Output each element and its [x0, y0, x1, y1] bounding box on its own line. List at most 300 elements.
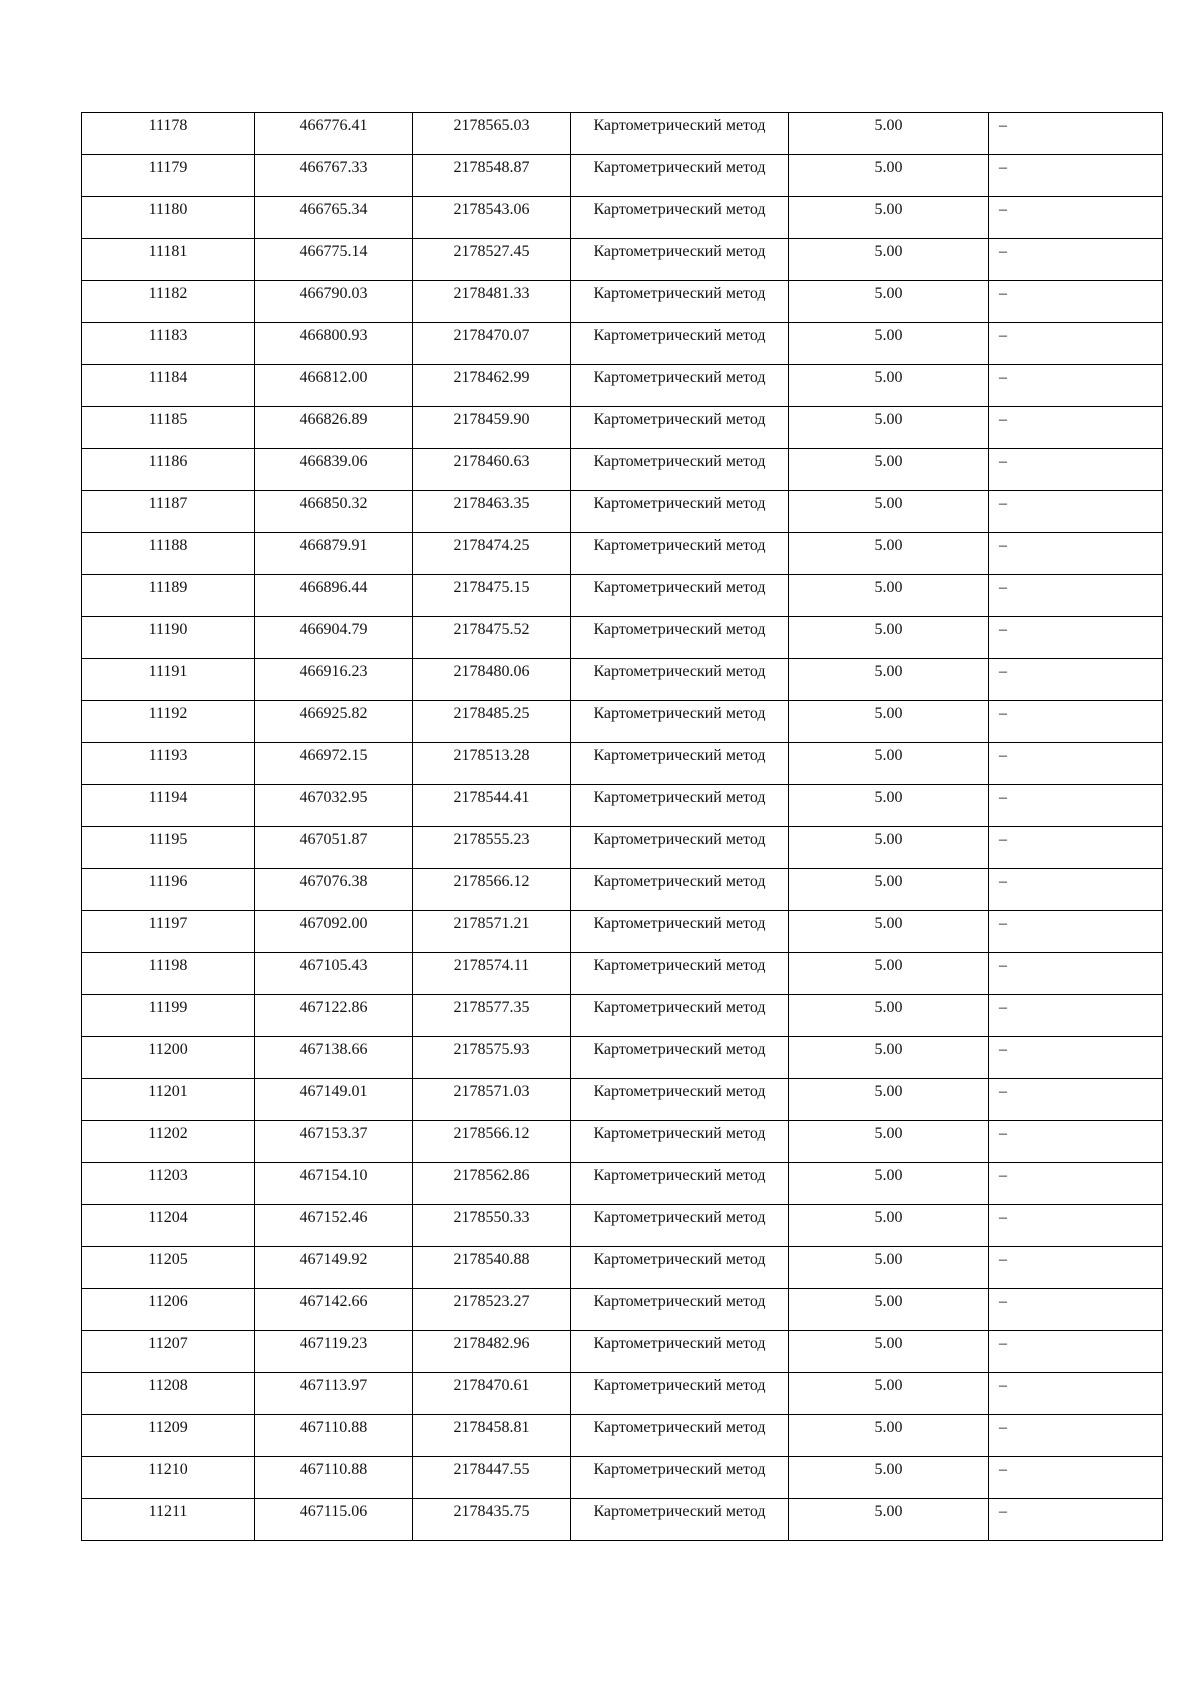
precision-text: 5.00: [874, 537, 903, 554]
note-cell: [989, 197, 1163, 239]
y-coordinate-cell: [413, 155, 571, 197]
note-cell: [989, 1289, 1163, 1331]
point-number-cell: [82, 113, 255, 155]
precision-text: 5.00: [874, 453, 903, 470]
y-coordinate-cell: [413, 659, 571, 701]
precision-cell: [789, 1121, 989, 1163]
y-coordinate-cell: [413, 491, 571, 533]
coordinates-table-body: [82, 113, 1163, 1541]
x-coordinate-text: 466925.82: [299, 705, 368, 722]
x-coordinate-cell: [255, 1163, 413, 1205]
precision-cell: [789, 869, 989, 911]
method-cell: [571, 1247, 789, 1289]
method-text: Картометрический метод: [593, 285, 766, 302]
table-row: [82, 239, 1163, 281]
method-text: Картометрический метод: [593, 117, 766, 134]
x-coordinate-cell: [255, 1331, 413, 1373]
x-coordinate-cell: [255, 533, 413, 575]
precision-text: 5.00: [874, 117, 903, 134]
note-cell: [989, 701, 1163, 743]
precision-cell: [789, 575, 989, 617]
x-coordinate-cell: [255, 1499, 413, 1541]
x-coordinate-cell: [255, 743, 413, 785]
point-number-cell: [82, 533, 255, 575]
precision-cell: [789, 1079, 989, 1121]
y-coordinate-text: 2178460.63: [453, 453, 530, 470]
table-row: [82, 743, 1163, 785]
point-number-cell: [82, 197, 255, 239]
method-text: Картометрический метод: [593, 1461, 766, 1478]
y-coordinate-text: 2178566.12: [453, 1125, 530, 1142]
point-number-cell: [82, 827, 255, 869]
x-coordinate-text: 467149.01: [299, 1083, 368, 1100]
precision-cell: [789, 1415, 989, 1457]
y-coordinate-text: 2178485.25: [453, 705, 530, 722]
note-text: –: [999, 285, 1007, 302]
note-cell: [989, 1499, 1163, 1541]
precision-cell: [789, 785, 989, 827]
y-coordinate-text: 2178435.75: [453, 1503, 530, 1520]
x-coordinate-cell: [255, 407, 413, 449]
precision-text: 5.00: [874, 1503, 903, 1520]
x-coordinate-cell: [255, 827, 413, 869]
precision-text: 5.00: [874, 495, 903, 512]
note-text: –: [999, 1419, 1007, 1436]
point-number-text: 11194: [148, 789, 188, 806]
x-coordinate-text: 467142.66: [299, 1293, 368, 1310]
point-number-text: 11209: [148, 1419, 188, 1436]
method-cell: [571, 1037, 789, 1079]
x-coordinate-cell: [255, 1079, 413, 1121]
table-row: [82, 1289, 1163, 1331]
table-row: [82, 281, 1163, 323]
method-cell: [571, 281, 789, 323]
precision-cell: [789, 1205, 989, 1247]
point-number-cell: [82, 1373, 255, 1415]
point-number-text: 11178: [148, 117, 188, 134]
note-cell: [989, 1247, 1163, 1289]
precision-text: 5.00: [874, 579, 903, 596]
table-row: [82, 617, 1163, 659]
note-text: –: [999, 579, 1007, 596]
y-coordinate-cell: [413, 533, 571, 575]
precision-cell: [789, 533, 989, 575]
method-text: Картометрический метод: [593, 957, 766, 974]
y-coordinate-cell: [413, 449, 571, 491]
y-coordinate-text: 2178458.81: [453, 1419, 530, 1436]
point-number-text: 11182: [148, 285, 188, 302]
point-number-text: 11184: [148, 369, 188, 386]
table-row: [82, 1163, 1163, 1205]
y-coordinate-text: 2178474.25: [453, 537, 530, 554]
precision-text: 5.00: [874, 1209, 903, 1226]
y-coordinate-text: 2178462.99: [453, 369, 530, 386]
method-cell: [571, 323, 789, 365]
note-cell: [989, 1205, 1163, 1247]
note-cell: [989, 407, 1163, 449]
y-coordinate-text: 2178575.93: [453, 1041, 530, 1058]
note-text: –: [999, 411, 1007, 428]
method-text: Картометрический метод: [593, 1209, 766, 1226]
method-text: Картометрический метод: [593, 747, 766, 764]
precision-text: 5.00: [874, 1125, 903, 1142]
method-text: Картометрический метод: [593, 1377, 766, 1394]
note-text: –: [999, 1503, 1007, 1520]
point-number-text: 11181: [148, 243, 188, 260]
method-cell: [571, 911, 789, 953]
note-cell: [989, 1373, 1163, 1415]
point-number-text: 11189: [148, 579, 188, 596]
point-number-cell: [82, 281, 255, 323]
point-number-text: 11196: [148, 873, 188, 890]
y-coordinate-text: 2178459.90: [453, 411, 530, 428]
x-coordinate-cell: [255, 659, 413, 701]
table-row: [82, 659, 1163, 701]
point-number-text: 11179: [148, 159, 188, 176]
precision-text: 5.00: [874, 957, 903, 974]
x-coordinate-text: 467115.06: [299, 1503, 368, 1520]
table-row: [82, 197, 1163, 239]
x-coordinate-cell: [255, 1247, 413, 1289]
x-coordinate-text: 466826.89: [299, 411, 368, 428]
note-text: –: [999, 1377, 1007, 1394]
method-text: Картометрический метод: [593, 201, 766, 218]
y-coordinate-text: 2178544.41: [453, 789, 530, 806]
point-number-text: 11202: [148, 1125, 188, 1142]
note-text: –: [999, 873, 1007, 890]
point-number-text: 11193: [148, 747, 188, 764]
precision-text: 5.00: [874, 873, 903, 890]
precision-cell: [789, 449, 989, 491]
y-coordinate-text: 2178470.61: [453, 1377, 530, 1394]
y-coordinate-cell: [413, 365, 571, 407]
point-number-text: 11206: [148, 1293, 188, 1310]
x-coordinate-text: 466972.15: [299, 747, 368, 764]
point-number-text: 11204: [148, 1209, 188, 1226]
note-text: –: [999, 1293, 1007, 1310]
note-text: –: [999, 705, 1007, 722]
precision-cell: [789, 197, 989, 239]
y-coordinate-text: 2178513.28: [453, 747, 530, 764]
method-text: Картометрический метод: [593, 663, 766, 680]
y-coordinate-cell: [413, 743, 571, 785]
note-cell: [989, 1121, 1163, 1163]
point-number-cell: [82, 1079, 255, 1121]
precision-cell: [789, 1247, 989, 1289]
note-text: –: [999, 1461, 1007, 1478]
point-number-cell: [82, 953, 255, 995]
y-coordinate-cell: [413, 197, 571, 239]
method-cell: [571, 533, 789, 575]
y-coordinate-cell: [413, 1499, 571, 1541]
note-cell: [989, 155, 1163, 197]
y-coordinate-text: 2178550.33: [453, 1209, 530, 1226]
x-coordinate-text: 466767.33: [299, 159, 368, 176]
note-text: –: [999, 159, 1007, 176]
table-row: [82, 1499, 1163, 1541]
precision-cell: [789, 113, 989, 155]
note-text: –: [999, 663, 1007, 680]
note-text: –: [999, 1041, 1007, 1058]
y-coordinate-cell: [413, 1163, 571, 1205]
precision-cell: [789, 407, 989, 449]
precision-text: 5.00: [874, 1083, 903, 1100]
method-cell: [571, 575, 789, 617]
method-text: Картометрический метод: [593, 1125, 766, 1142]
method-text: Картометрический метод: [593, 579, 766, 596]
table-row: [82, 323, 1163, 365]
note-cell: [989, 659, 1163, 701]
point-number-text: 11199: [148, 999, 188, 1016]
point-number-text: 11185: [148, 411, 188, 428]
precision-text: 5.00: [874, 999, 903, 1016]
point-number-cell: [82, 239, 255, 281]
table-row: [82, 533, 1163, 575]
y-coordinate-text: 2178482.96: [453, 1335, 530, 1352]
point-number-cell: [82, 785, 255, 827]
method-cell: [571, 743, 789, 785]
x-coordinate-cell: [255, 1037, 413, 1079]
precision-text: 5.00: [874, 621, 903, 638]
table-row: [82, 491, 1163, 533]
y-coordinate-cell: [413, 1079, 571, 1121]
point-number-text: 11186: [148, 453, 188, 470]
point-number-cell: [82, 155, 255, 197]
y-coordinate-cell: [413, 1373, 571, 1415]
note-text: –: [999, 1125, 1007, 1142]
point-number-text: 11192: [148, 705, 188, 722]
x-coordinate-text: 467110.88: [299, 1461, 368, 1478]
precision-cell: [789, 995, 989, 1037]
table-row: [82, 1205, 1163, 1247]
point-number-cell: [82, 701, 255, 743]
precision-cell: [789, 239, 989, 281]
precision-cell: [789, 323, 989, 365]
x-coordinate-cell: [255, 911, 413, 953]
document-page: [81, 112, 1161, 1541]
x-coordinate-text: 466790.03: [299, 285, 368, 302]
x-coordinate-text: 467076.38: [299, 873, 368, 890]
point-number-text: 11197: [148, 915, 188, 932]
table-row: [82, 911, 1163, 953]
y-coordinate-text: 2178470.07: [453, 327, 530, 344]
x-coordinate-text: 467092.00: [299, 915, 368, 932]
point-number-cell: [82, 491, 255, 533]
y-coordinate-text: 2178555.23: [453, 831, 530, 848]
precision-text: 5.00: [874, 789, 903, 806]
point-number-text: 11203: [148, 1167, 188, 1184]
y-coordinate-cell: [413, 1289, 571, 1331]
y-coordinate-cell: [413, 239, 571, 281]
note-cell: [989, 953, 1163, 995]
note-cell: [989, 869, 1163, 911]
note-cell: [989, 323, 1163, 365]
method-text: Картометрический метод: [593, 999, 766, 1016]
x-coordinate-text: 466916.23: [299, 663, 368, 680]
point-number-text: 11195: [148, 831, 188, 848]
table-row: [82, 155, 1163, 197]
y-coordinate-text: 2178577.35: [453, 999, 530, 1016]
method-cell: [571, 1331, 789, 1373]
precision-text: 5.00: [874, 369, 903, 386]
y-coordinate-cell: [413, 1037, 571, 1079]
method-cell: [571, 1457, 789, 1499]
point-number-text: 11208: [148, 1377, 188, 1394]
method-text: Картометрический метод: [593, 243, 766, 260]
point-number-cell: [82, 407, 255, 449]
x-coordinate-text: 467138.66: [299, 1041, 368, 1058]
method-cell: [571, 365, 789, 407]
note-text: –: [999, 1251, 1007, 1268]
point-number-text: 11201: [148, 1083, 188, 1100]
method-cell: [571, 197, 789, 239]
note-text: –: [999, 537, 1007, 554]
note-text: –: [999, 453, 1007, 470]
precision-text: 5.00: [874, 663, 903, 680]
method-text: Картометрический метод: [593, 1503, 766, 1520]
note-text: –: [999, 495, 1007, 512]
note-cell: [989, 491, 1163, 533]
x-coordinate-cell: [255, 1457, 413, 1499]
note-text: –: [999, 789, 1007, 806]
note-cell: [989, 1163, 1163, 1205]
method-text: Картометрический метод: [593, 1293, 766, 1310]
point-number-text: 11183: [148, 327, 188, 344]
y-coordinate-cell: [413, 1205, 571, 1247]
x-coordinate-cell: [255, 113, 413, 155]
y-coordinate-cell: [413, 281, 571, 323]
note-cell: [989, 281, 1163, 323]
x-coordinate-text: 467149.92: [299, 1251, 368, 1268]
note-text: –: [999, 957, 1007, 974]
point-number-cell: [82, 743, 255, 785]
method-text: Картометрический метод: [593, 1041, 766, 1058]
y-coordinate-cell: [413, 869, 571, 911]
precision-cell: [789, 743, 989, 785]
method-text: Картометрический метод: [593, 537, 766, 554]
x-coordinate-text: 466896.44: [299, 579, 368, 596]
point-number-cell: [82, 449, 255, 491]
y-coordinate-text: 2178543.06: [453, 201, 530, 218]
y-coordinate-cell: [413, 323, 571, 365]
point-number-text: 11191: [148, 663, 188, 680]
method-text: Картометрический метод: [593, 1419, 766, 1436]
precision-text: 5.00: [874, 285, 903, 302]
x-coordinate-cell: [255, 995, 413, 1037]
precision-text: 5.00: [874, 243, 903, 260]
x-coordinate-cell: [255, 1205, 413, 1247]
table-row: [82, 1121, 1163, 1163]
method-text: Картометрический метод: [593, 411, 766, 428]
x-coordinate-cell: [255, 701, 413, 743]
y-coordinate-cell: [413, 113, 571, 155]
y-coordinate-text: 2178480.06: [453, 663, 530, 680]
point-number-cell: [82, 1457, 255, 1499]
table-row: [82, 1457, 1163, 1499]
x-coordinate-text: 467110.88: [299, 1419, 368, 1436]
note-text: –: [999, 117, 1007, 134]
x-coordinate-text: 466765.34: [299, 201, 368, 218]
point-number-cell: [82, 995, 255, 1037]
precision-text: 5.00: [874, 327, 903, 344]
point-number-text: 11200: [148, 1041, 188, 1058]
note-cell: [989, 113, 1163, 155]
precision-cell: [789, 659, 989, 701]
x-coordinate-cell: [255, 785, 413, 827]
x-coordinate-cell: [255, 1289, 413, 1331]
precision-text: 5.00: [874, 1251, 903, 1268]
method-text: Картометрический метод: [593, 873, 766, 890]
point-number-cell: [82, 869, 255, 911]
point-number-cell: [82, 1037, 255, 1079]
point-number-cell: [82, 365, 255, 407]
y-coordinate-cell: [413, 1247, 571, 1289]
table-row: [82, 1079, 1163, 1121]
x-coordinate-text: 467105.43: [299, 957, 368, 974]
note-cell: [989, 1415, 1163, 1457]
precision-cell: [789, 1373, 989, 1415]
method-text: Картометрический метод: [593, 831, 766, 848]
precision-cell: [789, 617, 989, 659]
note-cell: [989, 1079, 1163, 1121]
x-coordinate-text: 466800.93: [299, 327, 368, 344]
x-coordinate-text: 466879.91: [299, 537, 368, 554]
point-number-text: 11210: [148, 1461, 188, 1478]
note-cell: [989, 239, 1163, 281]
note-text: –: [999, 621, 1007, 638]
point-number-text: 11211: [148, 1503, 188, 1520]
precision-text: 5.00: [874, 747, 903, 764]
method-cell: [571, 701, 789, 743]
method-cell: [571, 827, 789, 869]
x-coordinate-cell: [255, 449, 413, 491]
point-number-cell: [82, 1163, 255, 1205]
precision-cell: [789, 491, 989, 533]
precision-text: 5.00: [874, 1041, 903, 1058]
method-cell: [571, 1163, 789, 1205]
point-number-text: 11187: [148, 495, 188, 512]
method-cell: [571, 659, 789, 701]
method-cell: [571, 155, 789, 197]
note-cell: [989, 743, 1163, 785]
note-text: –: [999, 831, 1007, 848]
method-text: Картометрический метод: [593, 327, 766, 344]
x-coordinate-cell: [255, 1121, 413, 1163]
point-number-text: 11190: [148, 621, 188, 638]
point-number-text: 11207: [148, 1335, 188, 1352]
note-cell: [989, 575, 1163, 617]
x-coordinate-text: 466904.79: [299, 621, 368, 638]
table-row: [82, 1415, 1163, 1457]
y-coordinate-text: 2178571.03: [453, 1083, 530, 1100]
note-cell: [989, 827, 1163, 869]
precision-text: 5.00: [874, 159, 903, 176]
method-cell: [571, 1373, 789, 1415]
point-number-cell: [82, 1499, 255, 1541]
precision-text: 5.00: [874, 1461, 903, 1478]
y-coordinate-text: 2178475.52: [453, 621, 530, 638]
method-cell: [571, 239, 789, 281]
method-text: Картометрический метод: [593, 915, 766, 932]
table-row: [82, 365, 1163, 407]
precision-cell: [789, 1037, 989, 1079]
x-coordinate-text: 467122.86: [299, 999, 368, 1016]
y-coordinate-cell: [413, 1415, 571, 1457]
x-coordinate-cell: [255, 1373, 413, 1415]
precision-text: 5.00: [874, 1167, 903, 1184]
precision-cell: [789, 281, 989, 323]
precision-cell: [789, 155, 989, 197]
